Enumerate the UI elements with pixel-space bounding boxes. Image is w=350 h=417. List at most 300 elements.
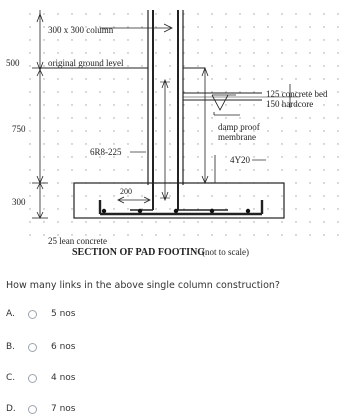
grid-dot xyxy=(295,221,296,222)
grid-dot xyxy=(71,104,72,105)
grid-dot xyxy=(295,130,296,131)
grid-dot xyxy=(113,169,114,170)
grid-dot xyxy=(281,195,282,196)
grid-dot xyxy=(211,169,212,170)
grid-dot xyxy=(211,52,212,53)
grid-dot xyxy=(183,234,184,235)
grid-dot xyxy=(309,13,310,14)
dim-750: 750 xyxy=(12,124,26,134)
grid-dot xyxy=(225,195,226,196)
grid-dot xyxy=(281,65,282,66)
grid-dot xyxy=(113,13,114,14)
grid-dot xyxy=(295,78,296,79)
grid-dot xyxy=(57,182,58,183)
grid-dot xyxy=(113,208,114,209)
grid-dot xyxy=(267,195,268,196)
grid-dot xyxy=(57,169,58,170)
option-a[interactable] xyxy=(6,306,76,322)
grid-dot xyxy=(141,52,142,53)
grid-dot xyxy=(309,39,310,40)
grid-dot xyxy=(57,130,58,131)
grid-dot xyxy=(169,91,170,92)
grid-dot xyxy=(155,78,156,79)
grid-dot xyxy=(267,78,268,79)
grid-dot xyxy=(211,65,212,66)
grid-dot xyxy=(323,65,324,66)
grid-dot xyxy=(113,52,114,53)
grid-dot xyxy=(141,169,142,170)
radio-button[interactable] xyxy=(28,310,37,319)
grid-dot xyxy=(85,156,86,157)
grid-dot xyxy=(183,195,184,196)
grid-dot xyxy=(71,117,72,118)
grid-dot xyxy=(99,52,100,53)
grid-dot xyxy=(29,65,30,66)
grid-dot xyxy=(85,130,86,131)
grid-dot xyxy=(337,143,338,144)
grid-dot xyxy=(239,65,240,66)
grid-dot xyxy=(239,208,240,209)
section-note: (not to scale) xyxy=(202,247,249,257)
grid-dot xyxy=(127,13,128,14)
grid-dot xyxy=(85,195,86,196)
grid-dot xyxy=(225,39,226,40)
grid-dot xyxy=(211,143,212,144)
grid-dot xyxy=(169,117,170,118)
grid-dot xyxy=(85,13,86,14)
grid-dot xyxy=(211,39,212,40)
grid-dot xyxy=(71,39,72,40)
grid-dot xyxy=(239,52,240,53)
grid-dot xyxy=(43,65,44,66)
grid-dot xyxy=(141,221,142,222)
grid-dot xyxy=(169,169,170,170)
grid-dot xyxy=(197,169,198,170)
grid-dot xyxy=(29,221,30,222)
grid-dot xyxy=(337,52,338,53)
dpm-label-1: damp proof xyxy=(218,122,260,132)
grid-dot xyxy=(71,169,72,170)
grid-dot xyxy=(155,104,156,105)
grid-dot xyxy=(281,78,282,79)
grid-dot xyxy=(309,208,310,209)
grid-dot xyxy=(323,78,324,79)
grid-dot xyxy=(85,91,86,92)
ground-label: original ground level xyxy=(48,58,124,68)
grid-dot xyxy=(281,130,282,131)
grid-dot xyxy=(337,221,338,222)
radio-button[interactable] xyxy=(28,374,37,383)
grid-dot xyxy=(43,195,44,196)
grid-dot xyxy=(267,39,268,40)
dim-300: 300 xyxy=(12,197,26,207)
grid-dot xyxy=(71,195,72,196)
grid-dot xyxy=(337,182,338,183)
grid-dot xyxy=(127,78,128,79)
grid-dot xyxy=(71,52,72,53)
option-letter: C. xyxy=(6,373,16,383)
grid-dot xyxy=(281,234,282,235)
grid-dot xyxy=(141,130,142,131)
grid-dot xyxy=(29,78,30,79)
grid-dot xyxy=(323,104,324,105)
grid-dot xyxy=(253,143,254,144)
grid-dot xyxy=(337,91,338,92)
grid-dot xyxy=(253,52,254,53)
grid-dot xyxy=(309,221,310,222)
grid-dot xyxy=(29,91,30,92)
dim-500: 500 xyxy=(6,58,20,68)
grid-dot xyxy=(29,39,30,40)
grid-dot xyxy=(323,234,324,235)
grid-dot xyxy=(183,221,184,222)
grid-dot xyxy=(99,130,100,131)
grid-dot xyxy=(71,182,72,183)
grid-dot xyxy=(29,169,30,170)
grid-dot xyxy=(337,234,338,235)
option-c[interactable] xyxy=(6,370,76,386)
grid-dot xyxy=(99,104,100,105)
grid-dot xyxy=(113,143,114,144)
grid-dot xyxy=(43,13,44,14)
grid-dot xyxy=(85,221,86,222)
grid-dot xyxy=(155,26,156,27)
grid-dot xyxy=(253,169,254,170)
grid-dot xyxy=(29,26,30,27)
grid-dot xyxy=(323,221,324,222)
grid-dot xyxy=(99,91,100,92)
grid-dot xyxy=(169,130,170,131)
grid-dot xyxy=(267,26,268,27)
grid-dot xyxy=(211,221,212,222)
section-title: SECTION OF PAD FOOTING xyxy=(72,247,206,258)
grid-dot xyxy=(169,156,170,157)
grid-dot xyxy=(323,39,324,40)
grid-dot xyxy=(141,65,142,66)
grid-dot xyxy=(239,234,240,235)
grid-dot xyxy=(43,26,44,27)
grid-dot xyxy=(225,117,226,118)
option-label: 7 nos xyxy=(51,404,76,414)
grid-dot xyxy=(99,195,100,196)
grid-dot xyxy=(197,26,198,27)
grid-dot xyxy=(99,143,100,144)
grid-dot xyxy=(155,221,156,222)
grid-dot xyxy=(197,39,198,40)
grid-dot xyxy=(71,221,72,222)
grid-dot xyxy=(211,26,212,27)
grid-dot xyxy=(295,52,296,53)
grid-dot xyxy=(197,52,198,53)
grid-dot xyxy=(57,208,58,209)
grid-dot xyxy=(253,195,254,196)
grid-dot xyxy=(127,26,128,27)
grid-dot xyxy=(85,78,86,79)
grid-dot xyxy=(267,208,268,209)
option-letter: A. xyxy=(6,309,15,319)
grid-dot xyxy=(43,169,44,170)
grid-dot xyxy=(323,182,324,183)
grid-dot xyxy=(197,65,198,66)
ground-level-lines xyxy=(40,68,300,100)
grid-dot xyxy=(57,78,58,79)
grid-dot xyxy=(113,78,114,79)
grid-dot xyxy=(197,143,198,144)
grid-dot xyxy=(99,221,100,222)
option-letter: B. xyxy=(6,342,16,352)
grid-dot xyxy=(43,143,44,144)
grid-dot xyxy=(155,13,156,14)
grid-dot xyxy=(239,26,240,27)
grid-dot xyxy=(29,156,30,157)
grid-dot xyxy=(211,156,212,157)
grid-dot xyxy=(43,39,44,40)
grid-dot xyxy=(267,13,268,14)
grid-dot xyxy=(211,78,212,79)
grid-dot xyxy=(309,117,310,118)
option-b[interactable] xyxy=(6,339,76,355)
grid-dot xyxy=(57,156,58,157)
grid-dot xyxy=(29,234,30,235)
grid-dot xyxy=(127,208,128,209)
column-label: 300 x 300 column xyxy=(48,25,114,35)
grid-dot xyxy=(141,156,142,157)
grid-dot xyxy=(309,78,310,79)
grid-dot xyxy=(323,195,324,196)
grid-dot xyxy=(323,208,324,209)
grid-dot xyxy=(323,13,324,14)
grid-dot xyxy=(71,143,72,144)
grid-dot xyxy=(239,221,240,222)
grid-dot xyxy=(127,91,128,92)
grid-dot xyxy=(323,52,324,53)
grid-dot xyxy=(169,195,170,196)
grid-dot xyxy=(295,26,296,27)
grid-dot xyxy=(85,104,86,105)
grid-dot xyxy=(57,91,58,92)
grid-dot xyxy=(323,117,324,118)
grid-dot xyxy=(169,39,170,40)
grid-dot xyxy=(141,39,142,40)
grid-dot xyxy=(309,130,310,131)
grid-dot xyxy=(169,208,170,209)
grid-dot xyxy=(155,156,156,157)
option-label: 5 nos xyxy=(51,309,76,319)
grid-dot xyxy=(85,169,86,170)
grid-dot xyxy=(337,169,338,170)
option-d[interactable] xyxy=(6,401,76,417)
grid-dot xyxy=(323,169,324,170)
grid-dot xyxy=(57,221,58,222)
grid-dot xyxy=(225,91,226,92)
grid-dot xyxy=(281,52,282,53)
grid-dot xyxy=(169,52,170,53)
grid-dot xyxy=(253,13,254,14)
grid-dot xyxy=(29,195,30,196)
grid-dot xyxy=(225,234,226,235)
grid-dot xyxy=(253,39,254,40)
grid-dot xyxy=(99,39,100,40)
grid-dot xyxy=(113,234,114,235)
grid-dot xyxy=(337,156,338,157)
grid-dot xyxy=(169,143,170,144)
grid-dot xyxy=(281,39,282,40)
grid-dot xyxy=(225,104,226,105)
grid-dot xyxy=(295,169,296,170)
grid-dot xyxy=(309,52,310,53)
grid-dot xyxy=(141,143,142,144)
grid-dot xyxy=(29,182,30,183)
grid-dot xyxy=(71,91,72,92)
radio-button[interactable] xyxy=(28,343,37,352)
grid-dot xyxy=(337,117,338,118)
grid-dot xyxy=(141,78,142,79)
grid-dot xyxy=(99,169,100,170)
grid-dot xyxy=(127,156,128,157)
grid-dot xyxy=(169,65,170,66)
grid-dot xyxy=(295,39,296,40)
grid-dot xyxy=(253,156,254,157)
grid-dot xyxy=(43,91,44,92)
grid-dot xyxy=(197,130,198,131)
grid-dot xyxy=(225,65,226,66)
grid-dot xyxy=(57,13,58,14)
grid-dot xyxy=(211,130,212,131)
grid-dot xyxy=(85,143,86,144)
grid-dot xyxy=(43,221,44,222)
grid-dot xyxy=(197,234,198,235)
grid-dot xyxy=(239,78,240,79)
diagram-labels xyxy=(6,25,328,258)
grid-dot xyxy=(309,169,310,170)
grid-dot xyxy=(211,91,212,92)
grid-dot xyxy=(99,78,100,79)
grid-dot xyxy=(309,156,310,157)
left-dimension-lines xyxy=(32,10,48,218)
grid-dot xyxy=(113,39,114,40)
grid-dot xyxy=(29,52,30,53)
grid-dot xyxy=(281,208,282,209)
grid-dot xyxy=(155,143,156,144)
grid-dot xyxy=(239,104,240,105)
grid-dot xyxy=(29,208,30,209)
grid-dot xyxy=(29,143,30,144)
grid-dot xyxy=(211,104,212,105)
grid-dot xyxy=(225,52,226,53)
grid-dot xyxy=(85,39,86,40)
grid-dot xyxy=(99,117,100,118)
grid-dot xyxy=(295,117,296,118)
grid-dot xyxy=(113,195,114,196)
grid-dot xyxy=(113,117,114,118)
grid-dot xyxy=(281,169,282,170)
grid-dot xyxy=(323,26,324,27)
grid-dot xyxy=(295,195,296,196)
grid-dot xyxy=(43,104,44,105)
grid-dot xyxy=(113,221,114,222)
grid-dot xyxy=(197,13,198,14)
grid-dot xyxy=(267,130,268,131)
grid-dot xyxy=(141,195,142,196)
grid-dot xyxy=(155,130,156,131)
grid-dot xyxy=(141,13,142,14)
grid-dot xyxy=(127,39,128,40)
grid-dot xyxy=(155,52,156,53)
grid-dot xyxy=(127,221,128,222)
grid-dot xyxy=(57,143,58,144)
grid-dot xyxy=(225,143,226,144)
grid-dot xyxy=(225,156,226,157)
grid-dot xyxy=(197,78,198,79)
grid-dot xyxy=(71,78,72,79)
grid-dot xyxy=(337,65,338,66)
grid-dot xyxy=(141,104,142,105)
grid-dot xyxy=(239,195,240,196)
grid-dot xyxy=(267,221,268,222)
grid-dot xyxy=(169,104,170,105)
grid-dot xyxy=(309,234,310,235)
option-label: 4 nos xyxy=(51,373,76,383)
grid-dot xyxy=(169,78,170,79)
grid-dot xyxy=(57,39,58,40)
radio-button[interactable] xyxy=(28,405,37,414)
option-letter: D. xyxy=(6,404,16,414)
grid-dot xyxy=(225,26,226,27)
grid-dot xyxy=(71,156,72,157)
grid-dot xyxy=(295,65,296,66)
dot-grid xyxy=(29,13,338,235)
grid-dot xyxy=(141,26,142,27)
grid-dot xyxy=(197,104,198,105)
grid-dot xyxy=(155,169,156,170)
grid-dot xyxy=(295,156,296,157)
grid-dot xyxy=(337,130,338,131)
grid-dot xyxy=(253,234,254,235)
grid-dot xyxy=(323,143,324,144)
grid-dot xyxy=(127,234,128,235)
grid-dot xyxy=(71,13,72,14)
grid-dot xyxy=(253,26,254,27)
grid-dot xyxy=(309,195,310,196)
grid-dot xyxy=(337,26,338,27)
grid-dot xyxy=(85,208,86,209)
bed-label-1: 125 concrete bed xyxy=(266,89,328,99)
bed-label-2: 150 hardcore xyxy=(266,99,314,109)
grid-dot xyxy=(29,13,30,14)
grid-dot xyxy=(281,26,282,27)
grid-dot xyxy=(211,195,212,196)
grid-dot xyxy=(113,26,114,27)
grid-dot xyxy=(169,13,170,14)
grid-dot xyxy=(197,91,198,92)
grid-dot xyxy=(197,195,198,196)
grid-dot xyxy=(281,156,282,157)
grid-dot xyxy=(197,221,198,222)
grid-dot xyxy=(141,117,142,118)
grid-dot xyxy=(253,104,254,105)
grid-dot xyxy=(309,143,310,144)
grid-dot xyxy=(267,117,268,118)
grid-dot xyxy=(169,234,170,235)
grid-dot xyxy=(43,156,44,157)
grid-dot xyxy=(239,39,240,40)
grid-dot xyxy=(267,65,268,66)
grid-dot xyxy=(155,195,156,196)
grid-dot xyxy=(253,221,254,222)
grid-dot xyxy=(155,91,156,92)
grid-dot xyxy=(113,130,114,131)
grid-dot xyxy=(253,208,254,209)
